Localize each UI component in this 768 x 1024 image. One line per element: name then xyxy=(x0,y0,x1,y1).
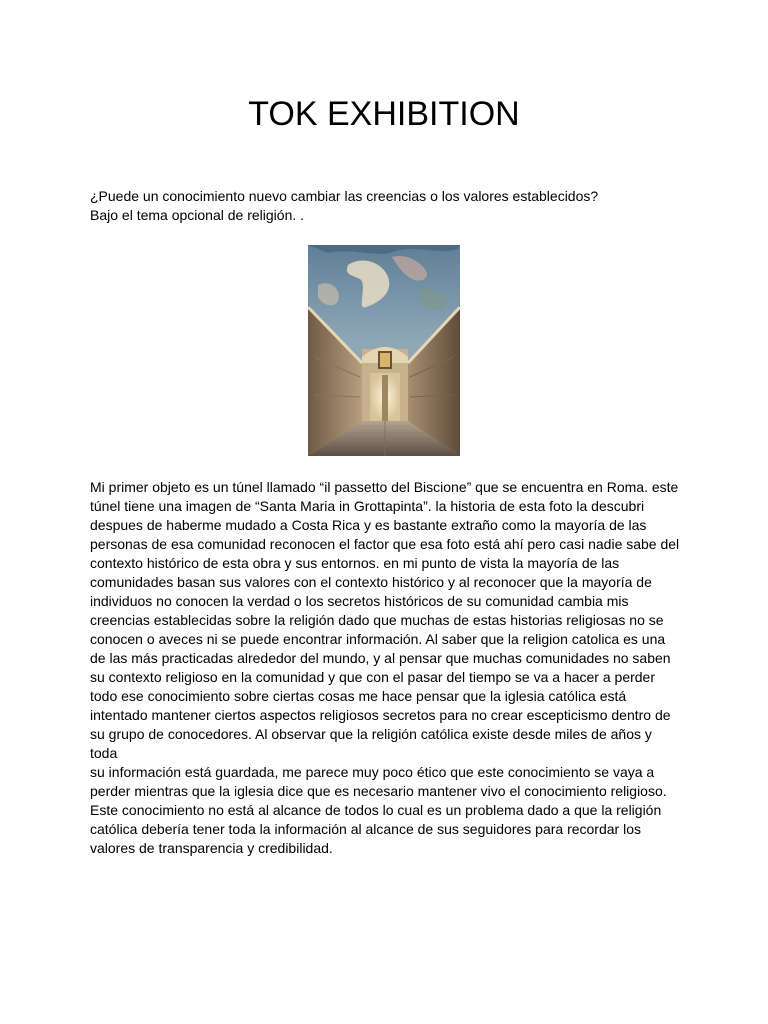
body-line: de las más practicadas alrededor del mundo, y al pensar que muchas comunidades no saben xyxy=(90,650,671,666)
body-line: despues de haberme mudado a Costa Rica y es bastante extraño como la mayoría de las xyxy=(90,517,647,533)
intro-block xyxy=(90,187,690,225)
body-line: conocen o aveces ni se puede encontrar información. Al saber que la religion catolica es una xyxy=(90,631,666,647)
body-line: creencias establecidas sobre la religión dado que muchas de estas historias religiosas no se xyxy=(90,612,664,628)
body-paragraph xyxy=(90,478,682,858)
body-line: su grupo de conocedores. Al observar que la religión católica existe desde miles de años y toda xyxy=(90,726,652,761)
body-line: intentado mantener ciertos aspectos religiosos secretos para no crear escepticismo dentro de xyxy=(90,707,671,723)
body-line: comunidades basan sus valores con el contexto histórico y al reconocer que la mayoría de xyxy=(90,574,652,590)
body-line: su contexto religioso en la comunidad y que con el pasar del tiempo se va a hacer a perder xyxy=(90,669,656,685)
body-line: individuos no conocen la verdad o los secretos históricos de su comunidad cambia mis xyxy=(90,593,629,609)
body-line: personas de esa comunidad reconocen el factor que esa foto está ahí pero casi nadie sabe del xyxy=(90,536,680,552)
document-title: TOK EXHIBITION xyxy=(248,95,520,133)
body-line: contexto histórico de esta obra y sus entornos. en mi punto de vista la mayoría de las xyxy=(90,555,620,571)
body-line: todo ese conocimiento sobre ciertas cosas me hace pensar que la iglesia católica está xyxy=(90,688,627,704)
tunnel-corridor-photo xyxy=(308,245,460,456)
body-line: perder mientras que la iglesia dice que es necesario mantener vivo el conocimiento religioso. xyxy=(90,783,667,799)
body-line: túnel tiene una imagen de “Santa Maria in Grottapinta”. la historia de esta foto la descubri xyxy=(90,498,645,514)
body-line: Mi primer objeto es un túnel llamado “il passetto del Biscione” que se encuentra en Roma. este xyxy=(90,479,679,495)
body-line: valores de transparencia y credibilidad. xyxy=(90,840,333,856)
research-question: ¿Puede un conocimiento nuevo cambiar las creencias o los valores establecidos? xyxy=(90,188,599,204)
body-line: católica debería tener toda la información al alcance de sus seguidores para recordar los xyxy=(90,821,641,837)
body-line: Este conocimiento no está al alcance de todos lo cual es un problema dado a que la religión xyxy=(90,802,662,818)
theme-line: Bajo el tema opcional de religión. . xyxy=(90,207,305,223)
body-line: su información está guardada, me parece muy poco ético que este conocimiento se vaya a xyxy=(90,764,655,780)
